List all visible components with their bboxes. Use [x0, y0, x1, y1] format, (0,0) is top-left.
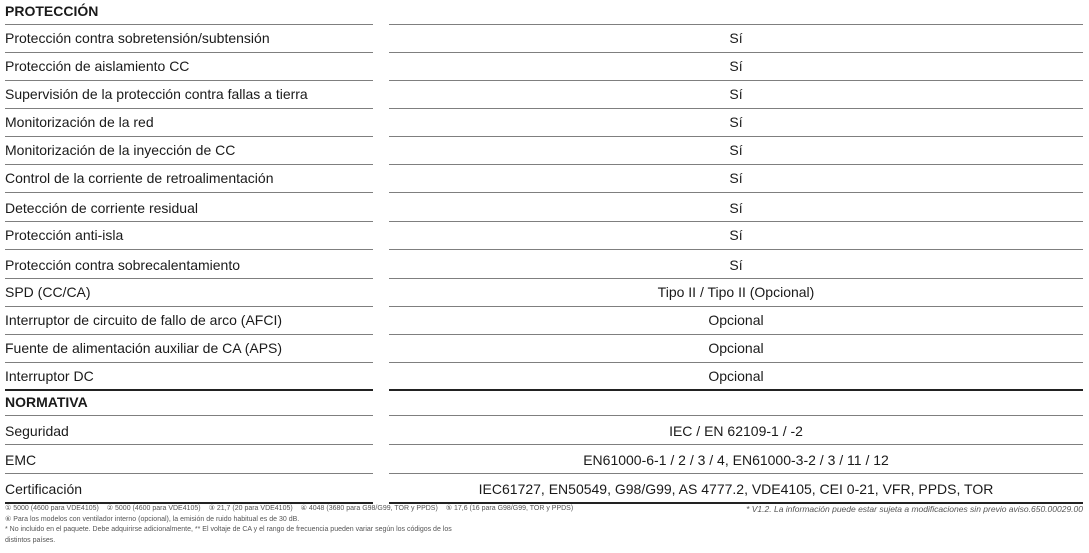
- spec-value: Sí: [389, 25, 1083, 53]
- spec-label: Protección contra sobrecalentamiento: [5, 250, 373, 279]
- section-heading: NORMATIVA: [5, 391, 373, 416]
- spec-row: [0, 137, 1089, 165]
- footnote: ③ 21,7 (20 para VDE4105): [208, 505, 293, 512]
- spec-label: Supervisión de la protección contra fallas a tierra: [5, 81, 373, 109]
- spec-row: [0, 109, 1089, 137]
- spec-row: [0, 165, 1089, 193]
- spec-label: Interruptor DC: [5, 363, 373, 391]
- spec-row: [0, 279, 1089, 307]
- spec-value: Sí: [389, 250, 1083, 279]
- section-normativa: [0, 391, 1089, 416]
- section-heading: PROTECCIÓN: [5, 0, 373, 25]
- spec-label: Fuente de alimentación auxiliar de CA (APS): [5, 335, 373, 363]
- spec-value: Sí: [389, 137, 1083, 165]
- spec-row: [0, 193, 1089, 222]
- spec-value: Tipo II / Tipo II (Opcional): [389, 279, 1083, 307]
- footnote: distintos países.: [5, 536, 56, 544]
- spec-label: Seguridad: [5, 416, 373, 445]
- spec-value: IEC / EN 62109-1 / -2: [389, 416, 1083, 445]
- spec-row: [0, 416, 1089, 445]
- spec-row: [0, 25, 1089, 53]
- spec-row: [0, 53, 1089, 81]
- spec-row: [0, 222, 1089, 250]
- spec-value: Sí: [389, 193, 1083, 222]
- spec-value: EN61000-6-1 / 2 / 3 / 4, EN61000-3-2 / 3 / 11 / 12: [389, 445, 1083, 474]
- footnote: ⑤ 17,6 (16 para G98/G99, TOR y PPDS): [445, 505, 574, 512]
- spec-value: Sí: [389, 109, 1083, 137]
- spec-value: Sí: [389, 53, 1083, 81]
- spec-value: Opcional: [389, 307, 1083, 335]
- spec-label: Protección de aislamiento CC: [5, 53, 373, 81]
- spec-label: SPD (CC/CA): [5, 279, 373, 307]
- section-proteccion: [0, 0, 1089, 25]
- spec-row: [0, 307, 1089, 335]
- spec-row: [0, 250, 1089, 279]
- spec-value: Sí: [389, 222, 1083, 250]
- spec-label: Detección de corriente residual: [5, 193, 373, 222]
- footnote: * No incluido en el paquete. Debe adquirirse adicionalmente, ** El voltaje de CA y el rango de frecuencia pueden variar según los códigos de los: [5, 526, 452, 533]
- spec-label: Interruptor de circuito de fallo de arco (AFCI): [5, 307, 373, 335]
- spec-row: [0, 81, 1089, 109]
- spec-row: [0, 445, 1089, 474]
- spec-label: Certificación: [5, 474, 373, 504]
- footnote: ④ 4048 (3680 para G98/G99, TOR y PPDS): [300, 505, 438, 512]
- spec-value: Opcional: [389, 363, 1083, 391]
- spec-row: [0, 335, 1089, 363]
- spec-label: Protección contra sobretensión/subtensión: [5, 25, 373, 53]
- footnote-line: [5, 504, 645, 515]
- spec-value: Sí: [389, 165, 1083, 193]
- spec-label: Protección anti-isla: [5, 222, 373, 250]
- footnote: ① 5000 (4600 para VDE4105): [5, 505, 99, 512]
- footnote: ② 5000 (4600 para VDE4105): [106, 505, 201, 512]
- version-note: * V1.2. La información puede estar sujeta a modificaciones sin previo aviso.650.00029.00: [746, 504, 1083, 514]
- footnote: ⑥ Para los modelos con ventilador interno (opcional), la emisión de ruido habitual es de 30 dB.: [5, 515, 300, 523]
- spec-row: [0, 363, 1089, 391]
- spec-value: Opcional: [389, 335, 1083, 363]
- spec-label: Monitorización de la inyección de CC: [5, 137, 373, 165]
- spec-row: [0, 474, 1089, 503]
- spec-value: Sí: [389, 81, 1083, 109]
- spec-label: EMC: [5, 445, 373, 474]
- spec-value: IEC61727, EN50549, G98/G99, AS 4777.2, VDE4105, CEI 0-21, VFR, PPDS, TOR: [389, 474, 1083, 504]
- spec-label: Control de la corriente de retroalimentación: [5, 165, 373, 193]
- spec-label: Monitorización de la red: [5, 109, 373, 137]
- footnotes: [5, 504, 645, 546]
